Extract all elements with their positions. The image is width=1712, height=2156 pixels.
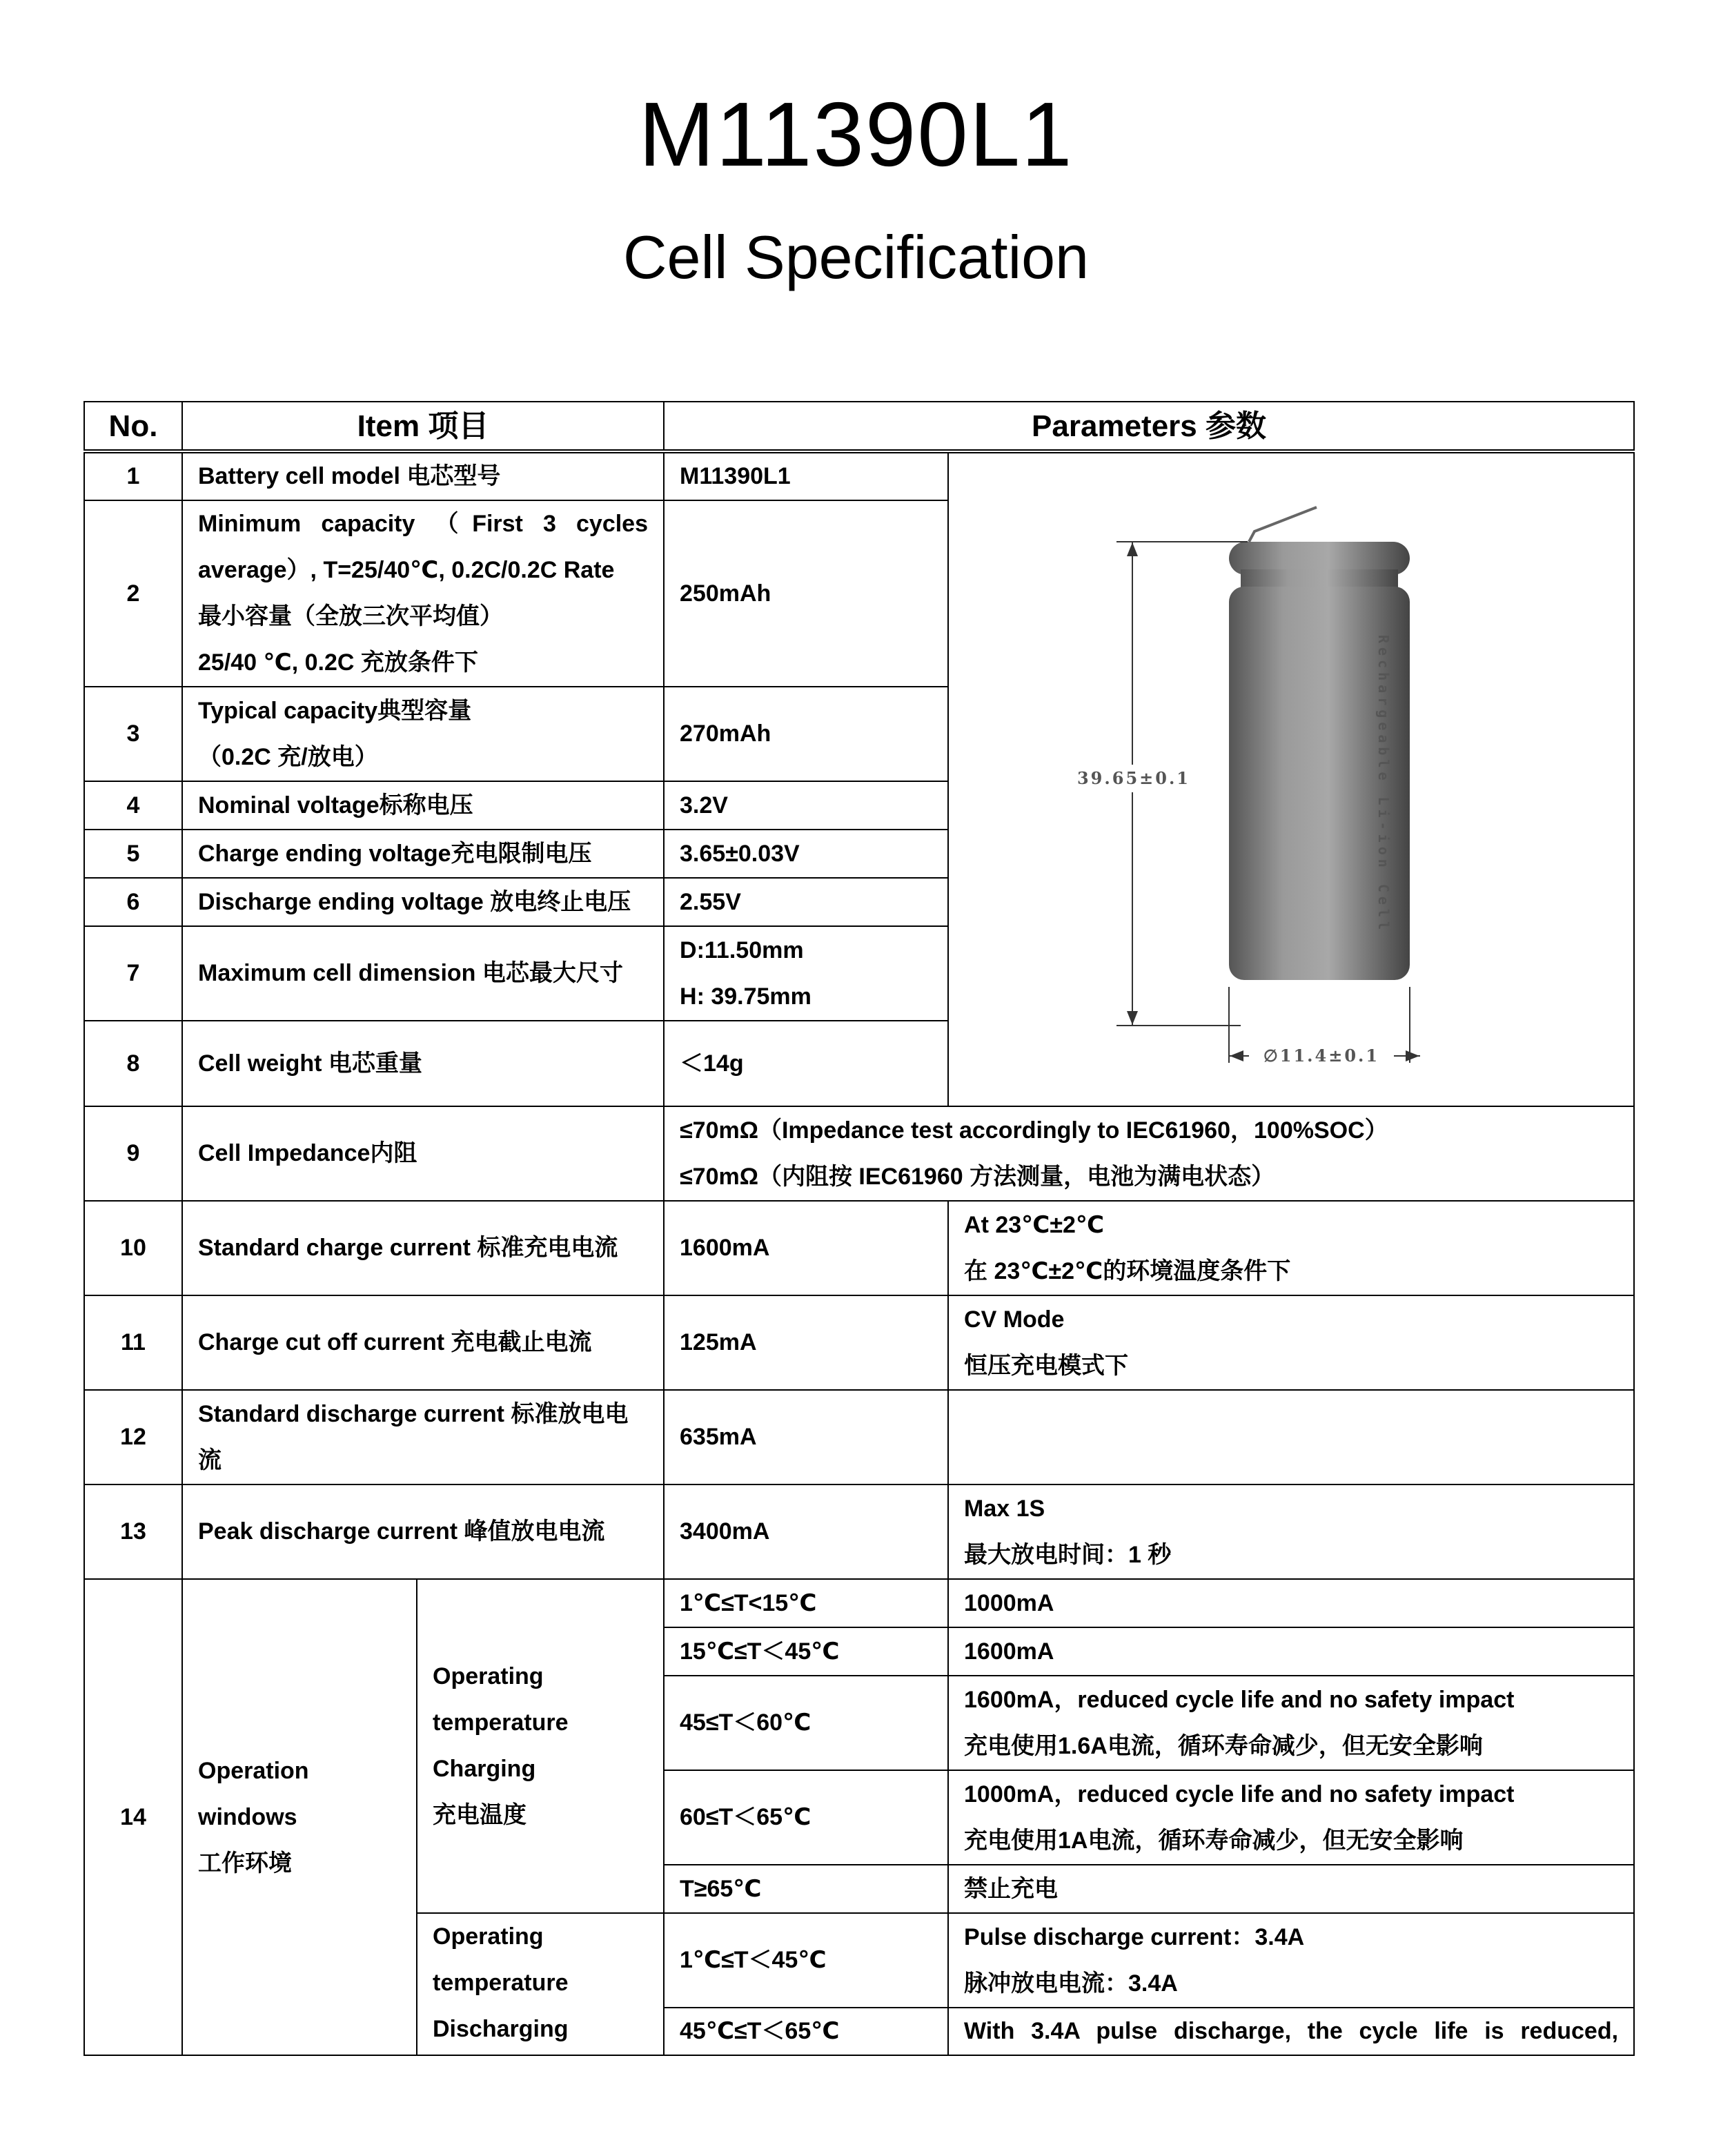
arrow-left-icon [1230,1050,1243,1061]
row-number: 9 [84,1106,182,1201]
row-item: Battery cell model 电芯型号 [182,451,664,500]
row-number: 12 [84,1390,182,1484]
table-row [84,1579,1634,1627]
row-value: 3.2V [664,781,948,830]
row-value: 270mAh [664,687,948,781]
row-value: 3400mA [664,1484,948,1579]
temperature-range: 60≤T＜65℃ [664,1770,948,1865]
row-number: 10 [84,1201,182,1295]
row-number: 11 [84,1295,182,1390]
row-value: 2.55V [664,878,948,926]
row-note: Max 1S 最大放电时间：1 秒 [948,1484,1634,1579]
diameter-dimension: ∅11.4±0.1 [1263,1045,1380,1066]
row-item: Peak discharge current 峰值放电电流 [182,1484,664,1579]
cell-drawing [948,451,1634,1106]
row-value: 3.65±0.03V [664,830,948,878]
table-row [84,1201,1634,1295]
row-item: Maximum cell dimension 电芯最大尺寸 [182,926,664,1021]
charging-current: 1600mA，reduced cycle life and no safety impact 充电使用1.6A电流，循环寿命减少，但无安全影响 [948,1676,1634,1770]
row-number: 4 [84,781,182,830]
discharging-current: Pulse discharge current：3.4A 脉冲放电电流：3.4A [948,1913,1634,2008]
row-number: 14 [84,1579,182,2055]
temperature-range: 1℃≤T＜45℃ [664,1913,948,2008]
charging-current: 1000mA，reduced cycle life and no safety impact 充电使用1A电流，循环寿命减少，但无安全影响 [948,1770,1634,1865]
cell-print: Rechargeable Li-ion Cell [1375,634,1393,934]
charging-current: 1600mA [948,1627,1634,1676]
table-row [84,1106,1634,1201]
row-number: 1 [84,451,182,500]
table-row [84,1390,1634,1484]
temperature-range: 45≤T＜60℃ [664,1676,948,1770]
row-number: 6 [84,878,182,926]
temperature-range: 15℃≤T＜45℃ [664,1627,948,1676]
charging-temperature-label: Operating temperature Charging 充电温度 [417,1579,664,1913]
row-item: Charge cut off current 充电截止电流 [182,1295,664,1390]
row-value: 250mAh [664,500,948,687]
table-row [84,1484,1634,1579]
discharging-current: With 3.4A pulse discharge, the cycle life is reduced, [948,2008,1634,2055]
row-number: 13 [84,1484,182,1579]
header-item: Item 项目 [182,402,664,451]
row-number: 2 [84,500,182,687]
header-no: No. [84,402,182,451]
row-value: D:11.50mm H: 39.75mm [664,926,948,1021]
row-item: Typical capacity典型容量 （0.2C 充/放电） [182,687,664,781]
document-title: M11390L1 [638,84,1074,185]
header-parameters: Parameters 参数 [664,402,1634,451]
row-item: Minimum capacity （First 3 cycles average）, T=25/40℃, 0.2C/0.2C Rate 最小容量（全放三次平均值） 25/40 ℃, 0.2C 充放条件下 [182,500,664,687]
charging-current: 禁止充电 [948,1865,1634,1913]
row-item: Nominal voltage标称电压 [182,781,664,830]
discharging-temperature-label: Operating temperature Discharging [417,1913,664,2055]
row-note: At 23℃±2℃ 在 23℃±2℃的环境温度条件下 [948,1201,1634,1295]
row-item: Charge ending voltage充电限制电压 [182,830,664,878]
table-header-row [84,402,1634,451]
arrow-up-icon [1127,542,1138,556]
cell-dimension-drawing [951,455,1631,1104]
row-item: Standard discharge current 标准放电电流 [182,1390,664,1484]
row-item: Cell weight 电芯重量 [182,1021,664,1106]
table-row [84,1295,1634,1390]
charging-current: 1000mA [948,1579,1634,1627]
row-value: ＜14g [664,1021,948,1106]
temperature-range: 1℃≤T<15℃ [664,1579,948,1627]
row-note: CV Mode 恒压充电模式下 [948,1295,1634,1390]
row-number: 5 [84,830,182,878]
temperature-range: 45℃≤T＜65℃ [664,2008,948,2055]
row-value: 1600mA [664,1201,948,1295]
row-number: 3 [84,687,182,781]
document-subtitle: Cell Specification [623,223,1089,291]
row-value: ≤70mΩ（Impedance test accordingly to IEC61960，100%SOC） ≤70mΩ（内阻按 IEC61960 方法测量，电池为满电状态） [664,1106,1634,1201]
cell-tab [1249,507,1317,542]
row-value: 125mA [664,1295,948,1390]
specification-table [83,401,1635,2056]
row-item: Operation windows 工作环境 [182,1579,417,2055]
height-dimension: 39.65±0.1 [1077,767,1191,788]
arrow-right-icon [1406,1050,1419,1061]
row-value: M11390L1 [664,451,948,500]
row-number: 7 [84,926,182,1021]
row-note [948,1390,1634,1484]
row-value: 635mA [664,1390,948,1484]
row-item: Cell Impedance内阻 [182,1106,664,1201]
row-item: Standard charge current 标准充电电流 [182,1201,664,1295]
row-item: Discharge ending voltage 放电终止电压 [182,878,664,926]
temperature-range: T≥65℃ [664,1865,948,1913]
arrow-down-icon [1127,1011,1138,1025]
table-row [84,451,1634,500]
row-number: 8 [84,1021,182,1106]
